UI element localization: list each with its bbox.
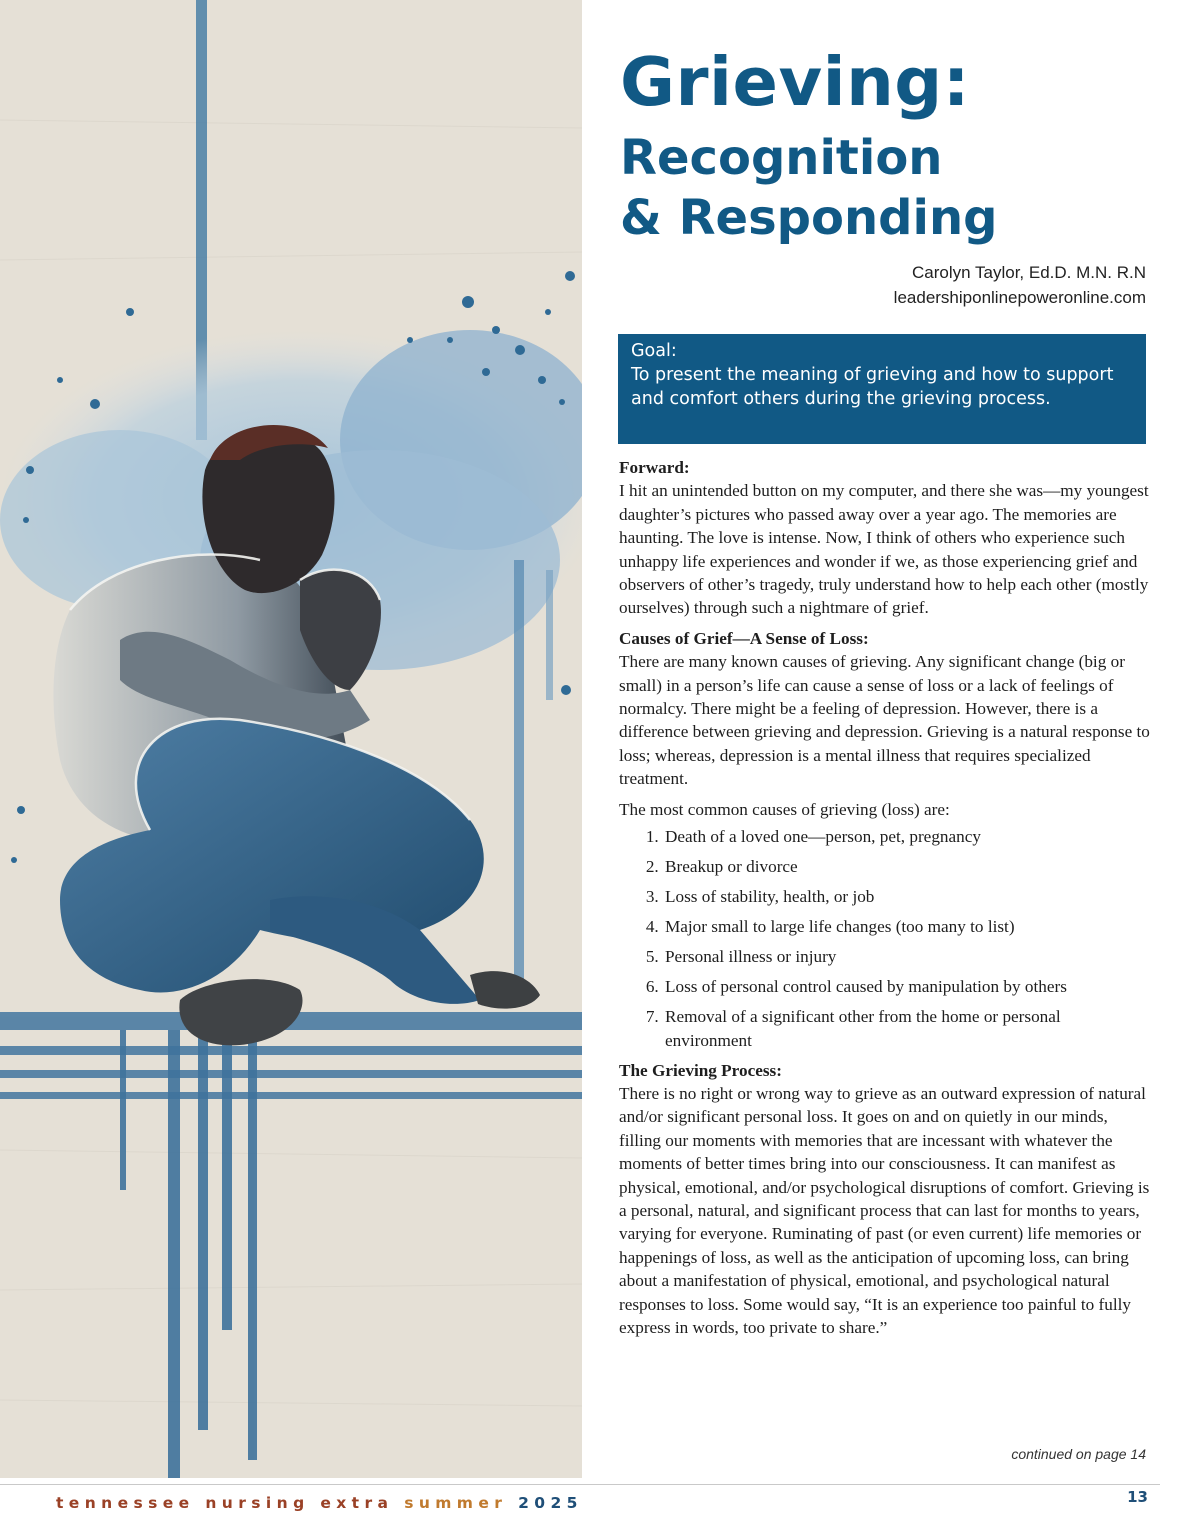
goal-label: Goal:: [631, 341, 677, 361]
goal-box: [618, 334, 1146, 444]
footer-publication-name: tennessee nursing extra: [56, 1494, 394, 1512]
author-name: Carolyn Taylor, Ed.D. M.N. R.N: [912, 263, 1146, 282]
footer-year: 2025: [518, 1494, 583, 1512]
causes-heading: Causes of Grief—A Sense of Loss:: [619, 628, 869, 648]
process-paragraph: There is no right or wrong way to grieve as an outward expression of natural and/or significant personal loss. It goes on and on quietly in our minds, filling our moments with memories that are incessant with whatever the moments of better times bring into our consciousness. It can manifest as physical, emotional, and/or psychological disruptions of comfort. Grieving is a personal, natural, and significant process that can last for months to years, varying for everyone. Ruminating of past (or even current) life memories or happenings of loss, as well as the anticipation of upcoming loss, can bring about a manifestation of physical, emotional, and psychological natural responses to loss. Some would say, “It is an experience too painful to fully express in words, too private to share.”: [619, 1083, 1150, 1337]
list-item: 7. Removal of a significant other from the home or personal environment: [663, 1005, 1151, 1052]
grieving-man-watercolor-image: [0, 0, 582, 1478]
byline: [894, 260, 1146, 310]
subtitle-line-2: & Responding: [620, 190, 998, 246]
forward-heading: Forward:: [619, 458, 690, 477]
footer-divider: [0, 1484, 1160, 1485]
list-item: 6. Loss of personal control caused by manipulation by others: [663, 975, 1151, 998]
forward-paragraph: I hit an unintended button on my computer, and there she was—my youngest daughter’s pictures who passed away over a year ago. The memories are haunting. The love is intense. Now, I think of others who experience such unhappy life experiences and wonder if we, as those experiencing grief and observers of other’s tragedy, truly understand how to help each other (mostly ourselves) through such a nightmare of grief.: [619, 481, 1149, 618]
causes-list-intro: The most common causes of grieving (loss) are:: [619, 799, 950, 819]
goal-text: To present the meaning of grieving and how to support and comfort others during the grieving process.: [631, 365, 1114, 409]
footer-season: summer: [404, 1494, 508, 1512]
list-item: 3. Loss of stability, health, or job: [663, 885, 1151, 908]
list-item: 4. Major small to large life changes (too many to list): [663, 915, 1151, 938]
article-body: [619, 456, 1151, 1339]
list-item: 2. Breakup or divorce: [663, 855, 1151, 878]
article-title: Grieving:: [620, 43, 971, 121]
continued-link[interactable]: continued on page 14: [1011, 1446, 1146, 1462]
author-website: leadershiponlinepoweronline.com: [893, 288, 1146, 307]
page-number: 13: [1127, 1488, 1148, 1506]
process-heading: The Grieving Process:: [619, 1060, 782, 1080]
footer-publication: [56, 1494, 583, 1512]
causes-paragraph: There are many known causes of grieving. Any significant change (big or small) in a person’s life can cause a sense of loss or a lack of feelings of normalcy. There might be a feeling of depression. However, there is a difference between grieving and depression. Grieving is a natural response to loss; whereas, depression is a mental illness that requires specialized treatment.: [619, 652, 1150, 789]
list-item: 5. Personal illness or injury: [663, 945, 1151, 968]
article-subtitle: [620, 128, 998, 248]
article-illustration: [0, 0, 582, 1478]
list-item: 1. Death of a loved one—person, pet, pregnancy: [663, 825, 1151, 848]
subtitle-line-1: Recognition: [620, 130, 943, 186]
causes-list: [619, 825, 1151, 1052]
